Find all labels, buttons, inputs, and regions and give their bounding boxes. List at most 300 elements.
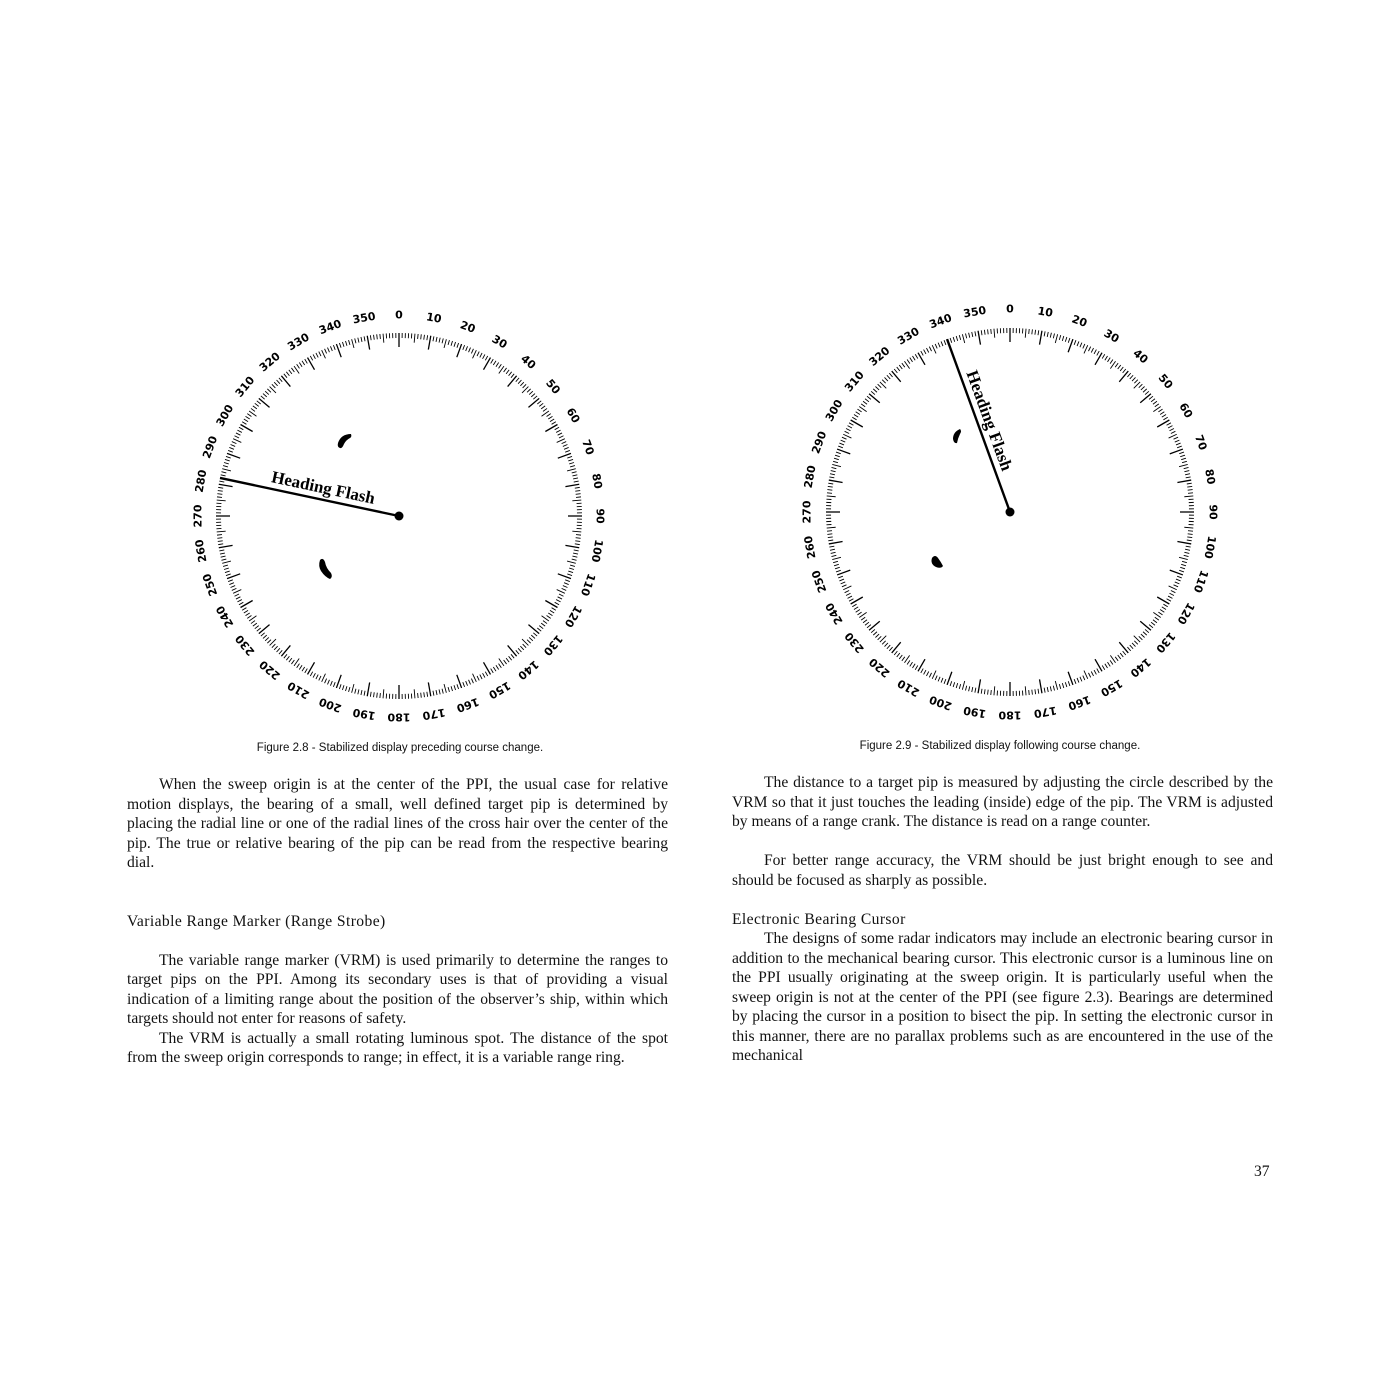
bearing-tick (1038, 330, 1039, 335)
bearing-tick (427, 692, 428, 697)
bearing-tick (556, 600, 560, 602)
bearing-tick (565, 450, 570, 452)
bearing-tick (1035, 689, 1036, 694)
bearing-tick (267, 640, 271, 643)
bearing-tick (469, 680, 471, 685)
bearing-tick (261, 633, 265, 636)
bearing-label: 220 (866, 655, 893, 680)
bearing-label: 50 (543, 376, 563, 397)
figure-caption: Figure 2.9 - Stabilized display following course change. (859, 740, 1141, 752)
bearing-tick (221, 556, 226, 557)
bearing-tick (867, 396, 871, 399)
bearing-tick (926, 671, 928, 675)
bearing-tick (552, 422, 556, 425)
bearing-tick (484, 662, 491, 674)
bearing-tick (894, 651, 897, 655)
bearing-tick (418, 693, 419, 698)
bearing-tick (299, 665, 302, 669)
bearing-label: 280 (192, 468, 210, 494)
bearing-tick (1160, 609, 1164, 612)
bearing-tick (1187, 483, 1192, 484)
bearing-tick (848, 426, 852, 428)
bearing-tick (1120, 367, 1123, 371)
bearing-tick (975, 688, 976, 693)
bearing-tick (1176, 443, 1181, 445)
bearing-tick (841, 582, 846, 584)
bearing-tick (1169, 434, 1177, 438)
bearing-label: 100 (588, 538, 606, 564)
bearing-label: 40 (1130, 346, 1151, 367)
bearing-tick (274, 382, 277, 386)
bearing-tick (380, 334, 381, 339)
bearing-tick (1119, 642, 1128, 653)
bearing-tick (483, 673, 485, 677)
bearing-tick (550, 419, 554, 422)
paragraph: The designs of some radar indicators may include an electronic bearing cursor in addition to the mechanical bearing cursor. This electronic cursor is a luminous line on the PPI usually originating at the sweep origin. It is particularly useful when the sweep origin is not at the center of the PPI (see figure 2.3). Bearings are determined by placing the cursor in a position to bisect the pip. In setting the electronic cursor in this manner, there are no parallax problems such as are encountered in the use of the mechanical (732, 930, 1273, 1064)
bearing-tick (330, 681, 332, 686)
bearing-tick (531, 635, 535, 638)
bearing-tick (829, 480, 843, 482)
bearing-label: 340 (317, 317, 344, 338)
bearing-tick (1151, 622, 1155, 625)
bearing-tick (1025, 329, 1026, 338)
bearing-label: 200 (927, 692, 954, 713)
bearing-tick (1145, 391, 1149, 394)
bearing-label: 160 (1066, 692, 1093, 713)
bearing-tick (835, 455, 840, 457)
bearing-tick (225, 459, 230, 461)
bearing-tick (361, 337, 362, 342)
bearing-tick (856, 412, 860, 415)
bearing-tick (863, 401, 867, 404)
bearing-tick (1032, 329, 1033, 334)
bearing-tick (1168, 426, 1172, 428)
bearing-tick (573, 553, 578, 554)
bearing-tick (265, 637, 269, 640)
bearing-tick (1047, 687, 1048, 692)
bearing-tick (305, 359, 308, 363)
bearing-tick (1141, 387, 1145, 390)
figure-2-9 (790, 296, 1230, 736)
bearing-tick (1044, 331, 1045, 336)
bearing-tick (887, 645, 890, 649)
bearing-tick (380, 693, 381, 698)
bearing-tick (545, 601, 557, 608)
bearing-tick (1025, 686, 1026, 695)
bearing-tick (887, 375, 890, 379)
bearing-tick (377, 334, 378, 339)
bearing-tick (1184, 467, 1189, 468)
bearing-tick (1155, 617, 1159, 620)
bearing-tick (528, 625, 539, 634)
bearing-label: 0 (395, 308, 403, 322)
bearing-tick (827, 531, 832, 532)
bearing-tick (994, 329, 995, 338)
bearing-tick (845, 590, 850, 592)
bearing-label: 70 (579, 437, 597, 457)
bearing-tick (926, 348, 928, 352)
bearing-tick (1174, 585, 1179, 587)
bearing-tick (454, 342, 456, 347)
bearing-tick (829, 542, 843, 544)
bearing-tick (1145, 629, 1149, 632)
bearing-tick (567, 456, 572, 458)
bearing-tick (218, 491, 223, 492)
bearing-tick (828, 540, 833, 541)
bearing-label: 330 (285, 330, 312, 354)
bearing-tick (1120, 653, 1123, 657)
bearing-tick (548, 416, 552, 419)
bearing-tick (319, 676, 321, 680)
bearing-tick (493, 667, 496, 671)
bearing-tick (832, 464, 841, 466)
bearing-tick (972, 687, 973, 692)
bearing-label: 270 (191, 504, 205, 528)
bearing-tick (1185, 549, 1190, 550)
bearing-tick (1055, 681, 1057, 690)
bearing-tick (418, 334, 419, 339)
bearing-tick (950, 681, 952, 686)
bearing-tick (867, 625, 871, 628)
bearing-tick (236, 433, 240, 435)
bearing-tick (261, 396, 265, 399)
bearing-label: 10 (425, 310, 443, 326)
bearing-tick (857, 612, 861, 615)
bearing-label: 110 (1190, 568, 1211, 595)
bearing-tick (1175, 582, 1180, 584)
bearing-tick (899, 655, 902, 659)
bearing-tick (984, 330, 985, 335)
bearing-tick (568, 459, 573, 461)
bearing-tick (552, 608, 556, 611)
bearing-tick (233, 590, 241, 594)
bearing-tick (1107, 358, 1110, 362)
bearing-tick (218, 544, 223, 545)
bearing-tick (247, 616, 251, 619)
bearing-tick (527, 640, 531, 643)
bearing-tick (863, 620, 867, 623)
bearing-tick (835, 567, 840, 569)
radar-ppi-dial (180, 300, 620, 740)
bearing-tick (912, 356, 915, 360)
bearing-tick (233, 439, 241, 443)
bearing-tick (1055, 334, 1057, 343)
bearing-tick (223, 466, 228, 467)
bearing-tick (286, 656, 289, 660)
bearing-tick (284, 374, 287, 378)
bearing-tick (574, 481, 579, 482)
bearing-tick (869, 621, 880, 630)
bearing-tick (442, 338, 443, 343)
bearing-tick (894, 369, 897, 373)
bearing-label: 220 (256, 657, 283, 683)
bearing-tick (1040, 331, 1042, 345)
bearing-tick (246, 613, 250, 616)
bearing-tick (289, 658, 292, 662)
bearing-label: 90 (593, 508, 607, 524)
bearing-tick (228, 450, 233, 452)
bearing-label: 80 (589, 472, 605, 490)
bearing-tick (218, 541, 223, 542)
bearing-label: 60 (1176, 400, 1196, 421)
bearing-tick (305, 669, 308, 673)
bearing-label: 140 (515, 657, 542, 683)
bearing-tick (984, 689, 985, 694)
bearing-tick (480, 353, 482, 357)
bearing-tick (848, 596, 852, 598)
bearing-tick (834, 458, 839, 459)
bearing-tick (427, 335, 428, 340)
bearing-tick (330, 346, 332, 351)
bearing-tick (1157, 597, 1169, 604)
bearing-tick (1105, 664, 1108, 668)
bearing-tick (1176, 579, 1181, 581)
bearing-tick (938, 677, 940, 682)
bearing-tick (1097, 351, 1099, 355)
bearing-label: 120 (1174, 600, 1198, 627)
bearing-tick (545, 425, 557, 432)
bearing-label: 260 (192, 538, 210, 564)
bearing-tick (563, 586, 568, 588)
bearing-tick (962, 681, 964, 690)
bearing-tick (277, 648, 280, 652)
bearing-tick (228, 580, 233, 582)
paragraph: The variable range marker (VRM) is used primarily to determine the ranges to target pips on the PPI. Among its secondary uses is that of providing a visual indication of a limiting range about the position of the observer’s ship, within which targets should not enter for reasons of safety. (127, 951, 668, 1027)
bearing-tick (839, 443, 844, 445)
bearing-tick (253, 406, 257, 409)
bearing-label: 210 (895, 676, 922, 700)
bearing-tick (550, 610, 554, 613)
bearing-tick (827, 496, 836, 497)
bearing-tick (1102, 665, 1105, 669)
bearing-tick (1065, 682, 1067, 687)
bearing-tick (1143, 632, 1147, 635)
bearing-tick (562, 442, 567, 444)
bearing-tick (286, 372, 289, 376)
bearing-tick (508, 645, 517, 656)
bearing-tick (1127, 373, 1130, 377)
bearing-tick (845, 431, 850, 433)
bearing-tick (1139, 636, 1143, 639)
bearing-tick (313, 673, 315, 677)
bearing-tick (383, 689, 384, 698)
bearing-tick (241, 425, 253, 432)
bearing-tick (364, 691, 365, 696)
bearing-tick (496, 665, 499, 669)
bearing-label: 60 (563, 405, 583, 426)
bearing-tick (1140, 394, 1151, 403)
bearing-label: 320 (866, 344, 893, 369)
bearing-tick (297, 364, 300, 368)
bearing-tick (232, 442, 237, 444)
bearing-tick (302, 667, 305, 671)
bearing-tick (941, 341, 943, 346)
bearing-tick (851, 420, 863, 427)
bearing-tick (217, 531, 226, 532)
bearing-label: 310 (232, 373, 258, 400)
bearing-tick (480, 675, 482, 679)
bearing-tick (508, 376, 517, 387)
bearing-tick (1029, 329, 1030, 334)
bearing-tick (370, 692, 371, 697)
bearing-tick (1184, 496, 1193, 497)
bearing-tick (885, 643, 888, 647)
bearing-tick (364, 336, 365, 341)
bearing-tick (428, 336, 430, 350)
bearing-tick (1091, 348, 1093, 352)
bearing-tick (516, 378, 519, 382)
bearing-tick (832, 557, 841, 559)
bearing-label: 20 (458, 318, 478, 336)
bearing-tick (533, 633, 537, 636)
bearing-tick (838, 576, 843, 578)
bearing-tick (882, 380, 885, 384)
bearing-label: 180 (998, 708, 1022, 722)
bearing-tick (1050, 686, 1051, 691)
bearing-tick (414, 689, 415, 698)
bearing-tick (1168, 596, 1172, 598)
bearing-tick (543, 621, 547, 624)
bearing-tick (935, 676, 937, 681)
bearing-tick (259, 625, 270, 634)
bearing-tick (950, 338, 952, 343)
bearing-tick (224, 463, 229, 464)
bearing-tick (1139, 384, 1143, 387)
bearing-tick (272, 644, 275, 648)
bearing-tick (575, 487, 580, 488)
bearing-tick (830, 549, 835, 550)
bearing-tick (1186, 546, 1191, 547)
bearing-tick (1141, 634, 1145, 637)
bearing-tick (259, 398, 270, 407)
bearing-tick (421, 334, 422, 339)
bearing-tick (575, 541, 580, 542)
bearing-tick (237, 600, 241, 602)
bearing-tick (352, 684, 354, 693)
bearing-tick (548, 613, 552, 616)
bearing-tick (1160, 412, 1164, 415)
bearing-label: 240 (213, 603, 237, 630)
bearing-tick (567, 469, 576, 471)
bearing-tick (520, 382, 523, 386)
bearing-tick (569, 568, 574, 569)
bearing-tick (843, 434, 851, 438)
bearing-tick (349, 340, 350, 345)
bearing-tick (1187, 537, 1192, 538)
target-pip (319, 559, 332, 579)
bearing-tick (339, 684, 341, 689)
bearing-tick (828, 537, 833, 538)
bearing-label: 270 (800, 500, 814, 524)
bearing-tick (491, 359, 494, 363)
bearing-tick (873, 632, 877, 635)
bearing-label: 240 (822, 600, 846, 627)
bearing-tick (918, 659, 925, 671)
bearing-tick (953, 682, 955, 687)
bearing-tick (841, 440, 846, 442)
bearing-tick (504, 660, 507, 664)
bearing-tick (374, 335, 375, 340)
bearing-tick (229, 583, 234, 585)
bearing-tick (851, 597, 863, 604)
bearing-tick (865, 622, 869, 625)
bearing-tick (1080, 677, 1082, 682)
bearing-tick (466, 346, 468, 351)
bearing-tick (1188, 534, 1193, 535)
bearing-label: 210 (285, 678, 312, 702)
bearing-tick (1053, 686, 1054, 691)
bearing-tick (342, 685, 344, 690)
bearing-tick (221, 559, 226, 560)
bearing-tick (1105, 356, 1108, 360)
bearing-tick (251, 408, 255, 411)
bearing-tick (310, 356, 312, 360)
bearing-tick (846, 428, 850, 430)
bearing-tick (953, 337, 955, 342)
bearing-tick (1068, 338, 1070, 343)
bearing-tick (529, 391, 533, 394)
bearing-tick (471, 679, 473, 684)
bearing-tick (965, 686, 966, 691)
bearing-tick (1163, 417, 1167, 420)
bearing-tick (969, 686, 970, 691)
bearing-tick (910, 358, 913, 362)
bearing-tick (291, 660, 294, 664)
bearing-tick (231, 586, 236, 588)
bearing-tick (988, 690, 989, 695)
bearing-tick (277, 380, 280, 384)
bearing-label: 130 (1153, 629, 1178, 656)
bearing-tick (556, 430, 560, 432)
bearing-tick (897, 653, 900, 657)
bearing-tick (509, 656, 512, 660)
bearing-label: 290 (200, 434, 221, 461)
bearing-tick (861, 617, 865, 620)
bearing-tick (255, 626, 259, 629)
bearing-tick (1095, 353, 1102, 365)
bearing-tick (439, 689, 440, 694)
bearing-tick (831, 467, 836, 468)
bearing-tick (861, 404, 865, 407)
bearing-label: 150 (1098, 676, 1125, 700)
bearing-tick (892, 371, 901, 382)
bearing-tick (333, 682, 335, 687)
bearing-tick (239, 602, 243, 604)
bearing-tick (308, 662, 315, 674)
bearing-tick (352, 339, 354, 348)
bearing-tick (569, 463, 574, 464)
bearing-tick (221, 475, 226, 476)
bearing-label: 110 (577, 571, 598, 598)
bearing-tick (918, 353, 925, 365)
bearing-tick (1118, 655, 1121, 659)
bearing-tick (1029, 690, 1030, 695)
bearing-tick (1167, 599, 1171, 601)
bearing-tick (444, 339, 446, 348)
bearing-tick (511, 654, 514, 658)
bearing-tick (325, 349, 327, 354)
bearing-tick (938, 343, 940, 348)
bearing-tick (424, 335, 425, 340)
bearing-tick (827, 527, 836, 528)
bearing-tick (871, 629, 875, 632)
bearing-tick (567, 574, 572, 576)
bearing-tick (346, 686, 347, 691)
bearing-tick (1182, 561, 1187, 562)
bearing-tick (1179, 570, 1184, 572)
bearing-tick (333, 345, 335, 350)
bearing-tick (1074, 679, 1076, 684)
